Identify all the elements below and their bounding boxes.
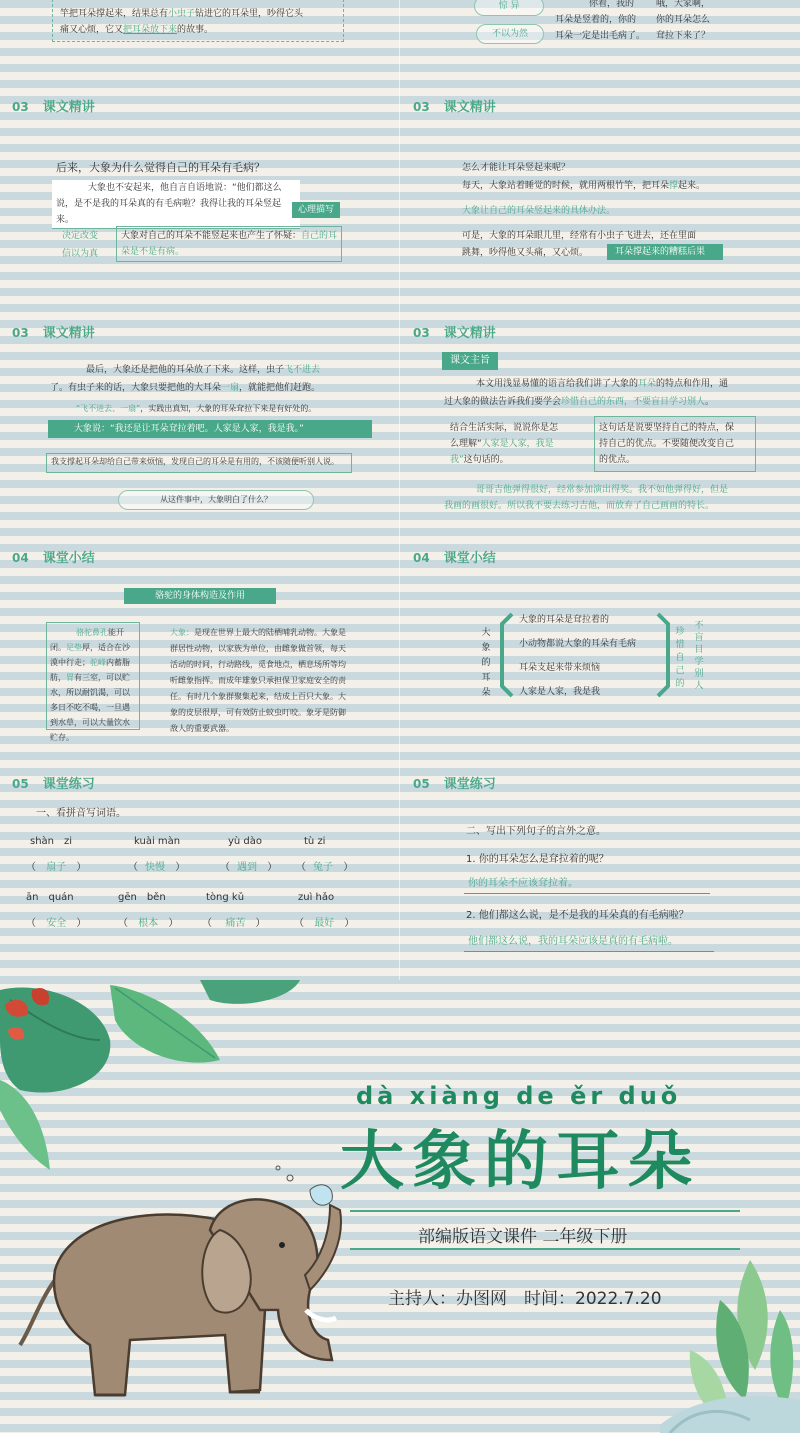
p3-cloud: 从这件事中，大象明白了什么？ [118,490,314,510]
p7-lp: （ [26,918,36,929]
p2-line3: 跳舞，吵得他又头痛，又心烦。 [462,248,589,258]
p1-quote: 大象也不安起来，他自言自语地说：“他们都这么说，是不是我的耳朵真的有毛病啦？我得让我的耳朵竖起来。 [52,180,300,229]
p7-lp: （ [220,862,230,873]
p8-a1: 你的耳朵不应该耷拉着。 [468,878,578,889]
p1-box-a: 大象对自己的耳朵不能竖起来也产生了怀疑： [121,231,302,241]
top-left-hl2: 把耳朵放下来 [123,25,178,35]
p8-a1-underline [464,893,710,894]
p3-line1hl: 飞不进去 [284,365,321,375]
panel-divider [399,0,400,980]
section-title: 课文精讲 [443,326,496,341]
p8-a2-underline [464,951,714,952]
p8-a2: 他们都这么说，我的耳朵应该是真的有毛病啦。 [468,936,678,947]
p4-line2 [444,394,784,410]
p5-left-t3a: 漠中行走； [50,658,90,667]
section-title: 课文精讲 [443,100,496,115]
p5-left-t6: 多日不吃不喝，一旦遇 [50,703,130,712]
top-left-line2: 痛又心烦，它又 [60,25,124,35]
top-left-line2b: 的故事。 [177,25,214,35]
p1-side1: 决定改变 [62,231,99,241]
p1-box-text [121,228,341,260]
p5-left-t4b: 有三室，可以贮 [74,673,130,682]
p3-banner: 大象说：“我还是让耳朵耷拉着吧。人家是人家，我是我。” [48,420,372,438]
p4-line1hl: 耳朵 [638,379,657,389]
top-right-c: 耳朵一定是出毛病了。 [555,31,646,41]
top-right-e: 你的耳朵怎么 [656,15,711,25]
p5-right-t5: 任。有时几个象群聚集起来，结成上百只大象。大 [170,692,346,701]
section-title: 课堂小结 [443,551,496,566]
p4-left3b: 这句话的。 [463,455,509,465]
p7-lp: （ [296,862,306,873]
p4-right2: 持自己的优点。不要随便改变自己 [599,439,735,449]
p3-line2b: ，就能把他们赶跑。 [239,383,321,393]
top-right-bubble-b [656,0,746,44]
p5-left-t4a: 肪， [50,673,66,682]
section-header-05-right [413,773,496,792]
p3-line2 [50,380,370,396]
top-left-line1: 竿把耳朵撑起来，结果总有 [60,9,169,19]
p2-line1hl: 撑 [669,181,679,191]
p7-py-1: shàn zi [30,836,73,847]
p5-left-t1: 能开 [108,628,124,637]
p4-line1a: 本文用浅显易懂的语言给我们讲了大象的 [476,379,639,389]
cover-pinyin: dà xiàng de ěr duǒ [356,1082,682,1110]
p6-items [519,612,669,708]
section-header-05-left [12,773,95,792]
section-number: 05 [12,777,29,791]
p4-left3hl: 我” [450,455,464,465]
leaf-decoration-icon [0,980,310,1170]
p2-green-line: 大象让自己的耳朵竖起来的具体办法。 [462,206,616,216]
p7-py-3: yù dào [228,836,263,847]
p5-left-t8: 贮存。 [50,733,74,742]
p7-ans-2: 快慢 [145,862,165,873]
p2-line2: 可是，大象的耳朵眼儿里，经常有小虫子飞进去，还在里面 [462,231,697,241]
p1-box-b: 自己的耳朵是不是有病。 [121,231,338,257]
p8-q1: 1. 你的耳朵怎么是耷拉着的呢？ [466,854,609,865]
p6-item-4: 人家是人家，我是我 [519,687,601,697]
p4-g2: 我画的画很好。所以我不要去练习吉他，而放弃了自己画画的特长。 [444,501,715,511]
p4-left2hl: 人家是人家，我是 [481,439,554,449]
p7-ans-8: 最好 [314,918,335,929]
p2-line1a: 每天，大象站着睡觉的时候，就用两根竹竿，把耳朵 [462,181,670,191]
p4-line1b: 的特点和作用，通 [656,379,729,389]
p7-title: 一、看拼音写词语。 [36,808,126,819]
section-title: 课文精讲 [42,326,95,341]
p7-lp: （ [128,862,138,873]
p5-left-hl3: 驼峰 [90,658,106,667]
top-left-hl1: 小虫子 [168,9,196,19]
p7-ans-4: 兔子 [313,862,333,873]
cover-subtitle: 部编版语文课件 二年级下册 [418,1227,628,1247]
plant-decoration-icon [660,1250,800,1433]
section-title: 课堂练习 [443,777,496,792]
section-number: 04 [12,551,29,565]
p4-g1: 哥哥吉他弹得很好，经常参加演出得奖。我不如他弹得好，但是 [476,485,729,495]
p4-right3: 的优点。 [599,455,636,465]
top-right-f: 耷拉下来了？ [656,31,711,41]
p4-line1 [476,376,796,392]
p4-line2a: 过大象的做法告诉我们要学会 [444,397,562,407]
section-title: 课堂练习 [42,777,95,792]
p4-tag: 课文主旨 [442,352,498,370]
p4-left1: 结合生活实际，说说你是怎 [450,423,559,433]
p7-rp: ） [343,862,354,873]
p2-line1 [462,178,792,194]
p1-question: 后来，大象为什么觉得自己的耳朵有毛病？ [56,161,265,174]
cover-host-date: 主持人：办图网 时间：2022.7.20 [388,1289,662,1309]
p7-py-2: kuài màn [134,836,181,847]
p3-box-text: 我支撑起耳朵却给自己带来烦恼，发现自己的耳朵是有用的，不该随便听别人说。 [51,457,339,466]
p4-right1: 这句话是说要坚持自己的特点，保 [599,423,735,433]
p7-rp: ） [76,862,87,873]
p5-right-text [170,625,370,737]
section-header-04-left [12,547,95,566]
top-right-bubble-a [555,0,655,44]
top-right-d: 哦，大家啊， [656,0,711,9]
section-number: 03 [12,100,29,114]
p7-lp: （ [202,918,212,929]
p3-line2a: 了。有虫子来的话，大象只要把他的大耳朵 [50,383,222,393]
p5-left-text [50,625,142,745]
p5-right-t6: 象的皮层很厚，可有效防止蚊虫叮咬。象牙是防御 [170,708,346,717]
section-number: 03 [12,326,29,340]
p7-ans-5: 安全 [46,918,67,929]
p7-rp: ） [175,862,186,873]
section-number: 04 [413,551,430,565]
p6-item-3: 耳朵支起来带来烦恼 [519,663,601,673]
elephant-icon [10,1160,390,1430]
top-left-line1b: 钻进它的耳朵里，吵得它头 [195,9,304,19]
p6-left-vertical: 大象的耳朵 [481,628,491,698]
p3-quote-rest: ，实践出真知，大象的耳朵耷拉下来是有好处的。 [140,404,317,413]
p3-line1a: 最后，大象还是把他的耳朵放了下来。这样，虫子 [86,365,285,375]
p7-py-6: gēn běn [118,892,166,903]
p7-py-4: tù zi [304,836,326,847]
cover-title: 大象的耳朵 [340,1125,700,1199]
p6-left-bracket [496,612,516,698]
p7-rp: ） [344,918,355,929]
top-left-text [60,6,350,38]
p5-left-hl4: 胃 [66,673,74,682]
p8-q2: 2. 他们都这么说，是不是我的耳朵真的有毛病啦？ [466,910,689,921]
p6-item-1: 大象的耳朵是耷拉着的 [519,615,610,625]
p6-right-vertical: 不盲目学别人 [694,621,704,691]
p3-quote-line [76,401,316,417]
section-header-03-right [413,96,496,115]
top-right-a: 你看，我的 [589,0,635,9]
p1-tag-xinli: 心理描写 [292,202,340,218]
p3-line1 [86,362,386,378]
p7-ans-7: 痛苦 [225,918,246,929]
section-title: 课堂小结 [42,551,95,566]
p7-lp: （ [26,862,36,873]
p7-ans-3: 遇到 [237,862,257,873]
p7-rp: ） [255,918,266,929]
p5-right-hl: 大象： [170,628,194,637]
p5-right-t4: 听雌象指挥。而成年雄象只承担保卫家庭安全的责 [170,676,346,685]
p5-left-t2b: 厚，适合在沙 [82,643,130,652]
p7-rp: ） [76,918,87,929]
p7-ans-1: 扇子 [46,862,67,873]
p4-left-question [450,420,590,468]
p5-right-t3: 活动的时间，行动路线，觅食地点，栖息场所等均 [170,660,346,669]
p5-right-t2: 群居性动物，以家族为单位，由雌象做首领，每天 [170,644,346,653]
p3-quote-hl: “飞不进去、一扇” [76,404,141,413]
section-header-03-right-2 [413,322,496,341]
pill-jingyi: 惊 异 [474,0,544,16]
cover-line-top [350,1210,740,1212]
p7-py-8: zuì hǎo [298,892,335,903]
p7-py-7: tòng kǔ [206,892,245,903]
p5-left-t3b: 内蓄脂 [106,658,130,667]
p2-question: 怎么才能让耳朵竖起来呢？ [462,163,571,173]
p5-left-t2a: 闭。 [50,643,66,652]
p4-left2a: 么理解“ [450,439,482,449]
p6-item-2: 小动物都说大象的耳朵有毛病 [519,639,637,649]
p5-left-t7: 到水草，可以大量饮水 [50,718,130,727]
p5-left-hl1: 骆驼鼻孔 [76,628,108,637]
p5-left-hl2: 足垫 [66,643,82,652]
p4-green-example [444,482,784,514]
p5-right-t1: 是现在世界上最大的陆栖哺乳动物。大象是 [194,628,346,637]
top-right-b: 耳朵是竖着的，你的 [555,15,637,25]
p2-line1b: 起来。 [678,181,706,191]
section-title: 课文精讲 [42,100,95,115]
p1-side2: 信以为真 [62,249,99,259]
p4-line2hl: 珍惜自己的东西，不要盲目学习别人 [561,397,706,407]
p5-left-t5: 水，所以耐饥渴，可以 [50,688,130,697]
p6-right-bracket [654,612,674,698]
p5-tag: 骆驼的身体构造及作用 [124,588,276,604]
p3-line2hl: 一扇 [221,383,240,393]
p6-mid-vertical: 珍惜自己的 [675,627,685,689]
section-number: 03 [413,100,430,114]
p4-line2b: 。 [705,397,715,407]
p7-ans-6: 根本 [138,918,159,929]
section-header-03-left-2 [12,322,95,341]
p7-rp: ） [168,918,179,929]
p7-py-5: ān quán [26,892,74,903]
p2-tag: 耳朵撑起来的糟糕后果 [607,244,723,260]
pill-buyiweiran: 不以为然 [476,24,544,44]
p7-lp: （ [118,918,128,929]
section-number: 05 [413,777,430,791]
section-header-04-right [413,547,496,566]
p4-answer-text [599,420,759,468]
section-header-03-left [12,96,95,115]
p8-title: 二、写出下列句子的言外之意。 [466,826,606,837]
section-number: 03 [413,326,430,340]
p7-rp: ） [267,862,278,873]
p7-lp: （ [294,918,304,929]
p5-right-t7: 敌人的重要武器。 [170,724,234,733]
